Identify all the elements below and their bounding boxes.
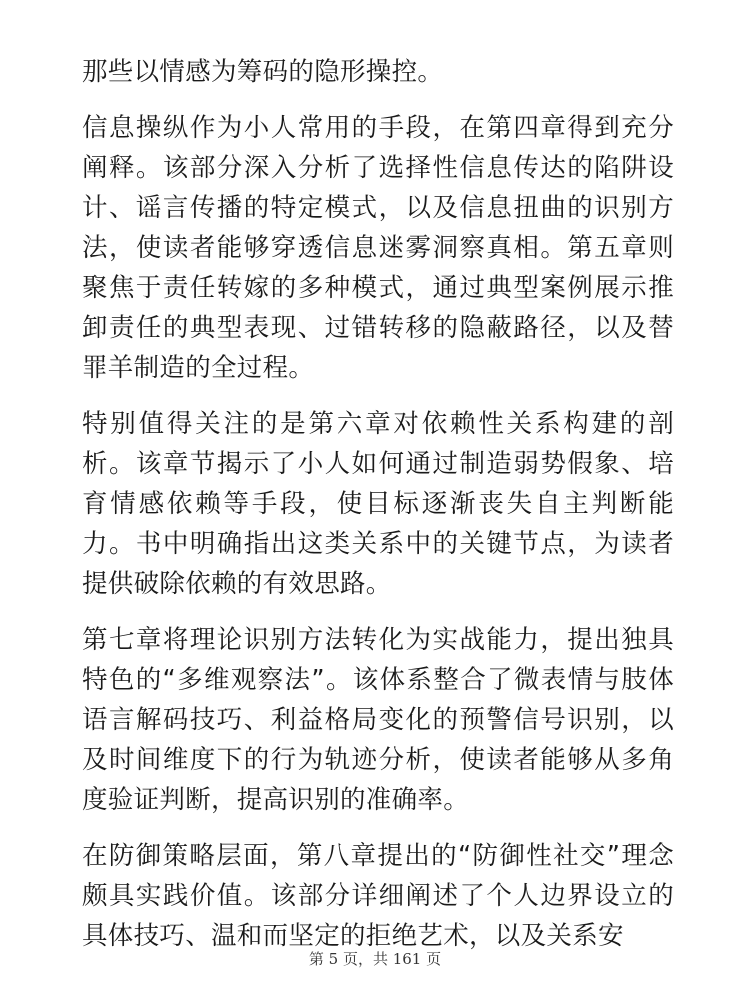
body-text: [82, 52, 674, 972]
paragraph-5: 在防御策略层面，第八章提出的“防御性社交”理念颇具实践价值。该部分详细阐述了个人边界设立的具体技巧、温和而坚定的拒绝艺术，以及关系安: [82, 841, 674, 951]
paragraph-3: 特别值得关注的是第六章对依赖性关系构建的剖析。该章节揭示了小人如何通过制造弱势假象、培育情感依赖等手段，使目标逐渐丧失自主判断能力。书中明确指出这类关系中的关键节点，为读者提供破除依赖的有效思路。: [82, 409, 674, 599]
paragraph-2: 信息操纵作为小人常用的手段，在第四章得到充分阐释。该部分深入分析了选择性信息传达的陷阱设计、谣言传播的特定模式，以及信息扭曲的识别方法，使读者能够穿透信息迷雾洞察真相。第五章则聚焦于责任转嫁的多种模式，通过典型案例展示推卸责任的典型表现、过错转移的隐蔽路径，以及替罪羊制造的全过程。: [82, 113, 674, 383]
paragraph-4: 第七章将理论识别方法转化为实战能力，提出独具特色的“多维观察法”。该体系整合了微表情与肢体语言解码技巧、利益格局变化的预警信号识别，以及时间维度下的行为轨迹分析，使读者能够从多角度验证判断，提高识别的准确率。: [82, 625, 674, 815]
paragraph-1: 那些以情感为筹码的隐形操控。: [82, 57, 444, 87]
page-footer: 第 5 页，共 161 页: [308, 950, 442, 968]
